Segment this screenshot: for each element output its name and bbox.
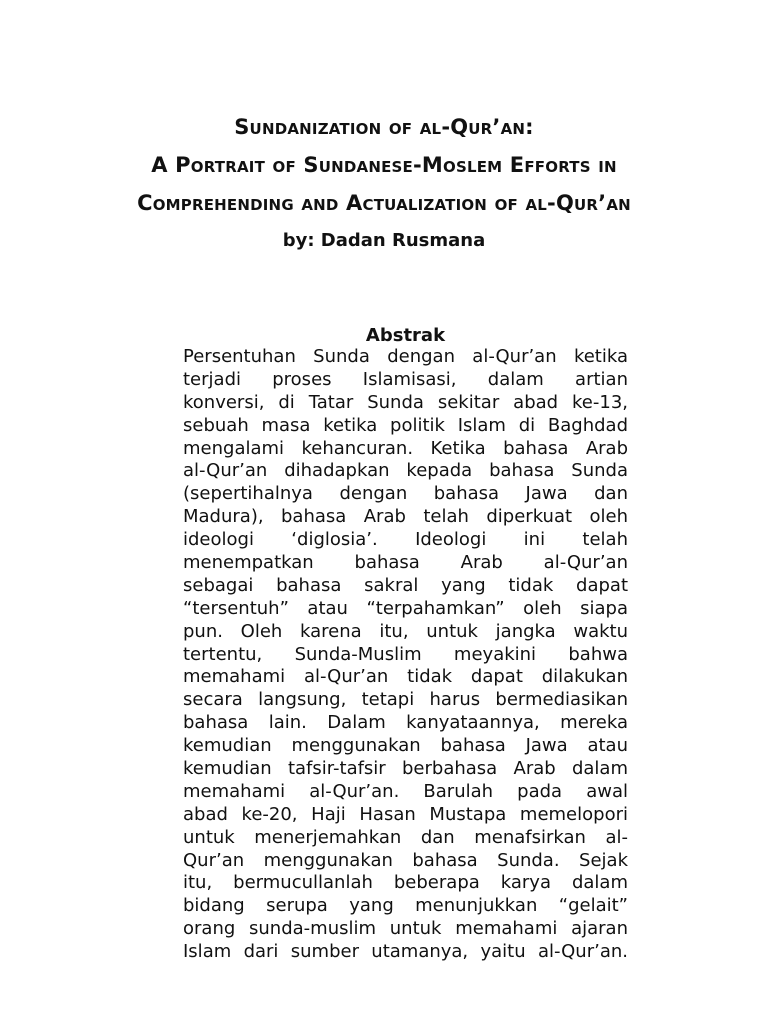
abstract-line: kemudian tafsir-tafsir berbahasa Arab dalam: [183, 758, 628, 780]
abstract-line: secara langsung, tetapi harus bermediasikan: [183, 689, 628, 711]
abstract-line: al-Qur’an dihadapkan kepada bahasa Sunda: [183, 460, 628, 482]
abstract-line: bidang serupa yang menunjukkan “gelait”: [183, 895, 628, 917]
abstract-line: tertentu, Sunda-Muslim meyakini bahwa: [183, 643, 628, 665]
title-line-3: Comprehending and Actualization of al-Qur’an: [137, 191, 631, 215]
abstract-line: abad ke-20, Haji Hasan Mustapa memelopori: [183, 803, 628, 825]
abstract-line: orang sunda-muslim untuk memahami ajaran: [183, 918, 628, 940]
abstract-line: mengalami kehancuran. Ketika bahasa Arab: [183, 437, 628, 459]
abstract-line: ideologi ‘diglosia’. Ideologi ini telah: [183, 529, 628, 551]
title-line-2: A Portrait of Sundanese-Moslem Efforts in: [151, 153, 617, 177]
abstract-line: Islam dari sumber utamanya, yaitu al-Qur’an.: [183, 941, 628, 963]
abstract-line: konversi, di Tatar Sunda sekitar abad ke-13,: [183, 391, 628, 413]
title-block: [0, 108, 768, 260]
abstract-line: kemudian menggunakan bahasa Jawa atau: [183, 735, 628, 757]
abstract-line: terjadi proses Islamisasi, dalam artian: [183, 368, 628, 390]
abstract-line: “tersentuh” atau “terpahamkan” oleh siapa: [183, 597, 628, 619]
abstract-line: memahami al-Qur’an tidak dapat dilakukan: [183, 666, 628, 688]
abstract-line: untuk menerjemahkan dan menafsirkan al-: [183, 826, 628, 848]
abstract-line: Madura), bahasa Arab telah diperkuat oleh: [183, 506, 628, 528]
abstract-line: bahasa lain. Dalam kanyataannya, mereka: [183, 712, 628, 734]
abstract-line: sebuah masa ketika politik Islam di Baghdad: [183, 414, 628, 436]
abstract-body: [183, 346, 628, 964]
abstract-line: (sepertihalnya dengan bahasa Jawa dan: [183, 483, 628, 505]
abstract-heading: Abstrak: [365, 325, 446, 346]
abstract-line: pun. Oleh karena itu, untuk jangka waktu: [183, 620, 628, 642]
abstract-line: sebagai bahasa sakral yang tidak dapat: [183, 574, 628, 596]
abstract-line: Persentuhan Sunda dengan al-Qur’an ketika: [183, 346, 628, 367]
abstract-line: memahami al-Qur’an. Barulah pada awal: [183, 780, 628, 802]
abstract-line: menempatkan bahasa Arab al-Qur’an: [183, 552, 628, 574]
abstract-line: itu, bermucullanlah beberapa karya dalam: [183, 872, 628, 894]
abstract-line: Qur’an menggunakan bahasa Sunda. Sejak: [183, 849, 628, 871]
author-byline: by: Dadan Rusmana: [282, 230, 486, 251]
title-line-1: Sundanization of al-Qur’an:: [234, 115, 534, 139]
